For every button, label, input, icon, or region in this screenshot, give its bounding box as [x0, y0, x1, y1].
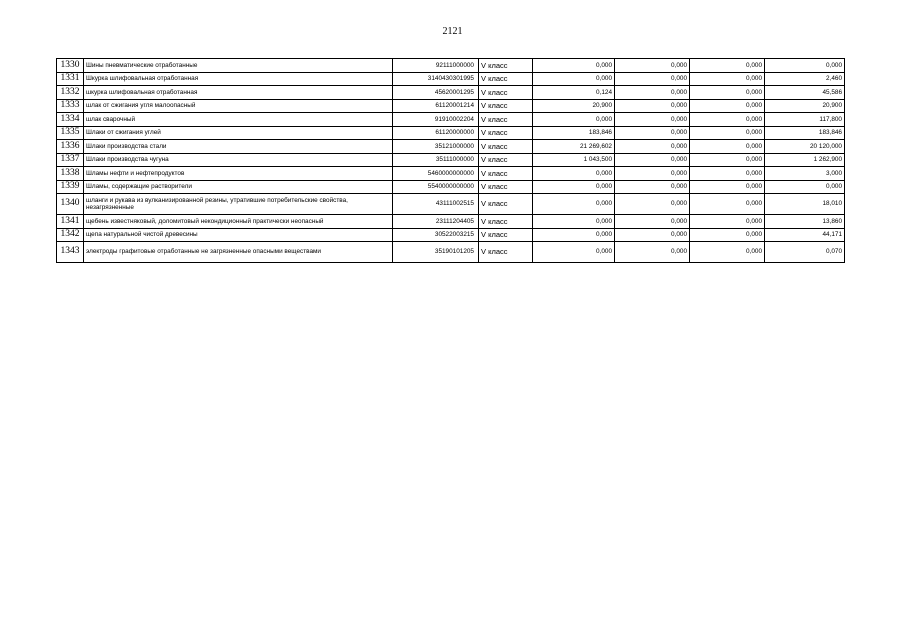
hazard-class: V класс: [479, 194, 533, 215]
value-3: 0,000: [690, 99, 765, 113]
waste-code: 5540000000000: [393, 180, 479, 194]
value-2: 0,000: [615, 126, 690, 140]
value-2: 0,000: [615, 215, 690, 229]
hazard-class: V класс: [479, 242, 533, 263]
table-row: [57, 140, 845, 154]
value-3: 0,000: [690, 86, 765, 100]
value-1: 0,000: [533, 113, 615, 127]
hazard-class: V класс: [479, 113, 533, 127]
value-2: 0,000: [615, 167, 690, 181]
value-3: 0,000: [690, 72, 765, 86]
waste-name: шлак сварочный: [84, 113, 393, 127]
row-number: 1335: [57, 126, 84, 140]
table-row: [57, 215, 845, 229]
waste-code: 91910002204: [393, 113, 479, 127]
value-2: 0,000: [615, 59, 690, 73]
waste-name: шлак от сжигания угля малоопасный: [84, 99, 393, 113]
value-4: 1 262,900: [765, 153, 845, 167]
hazard-class: V класс: [479, 153, 533, 167]
value-4: 45,586: [765, 86, 845, 100]
value-4: 2,460: [765, 72, 845, 86]
row-number: 1341: [57, 215, 84, 229]
value-3: 0,000: [690, 113, 765, 127]
table-row: [57, 242, 845, 263]
table-row: [57, 59, 845, 73]
value-4: 44,171: [765, 228, 845, 242]
value-2: 0,000: [615, 99, 690, 113]
value-4: 183,846: [765, 126, 845, 140]
value-2: 0,000: [615, 153, 690, 167]
value-4: 0,070: [765, 242, 845, 263]
table-body: [57, 59, 845, 263]
hazard-class: V класс: [479, 140, 533, 154]
waste-code: 35121000000: [393, 140, 479, 154]
value-1: 0,124: [533, 86, 615, 100]
value-1: 0,000: [533, 167, 615, 181]
hazard-class: V класс: [479, 180, 533, 194]
value-1: 0,000: [533, 215, 615, 229]
value-3: 0,000: [690, 140, 765, 154]
value-4: 20,900: [765, 99, 845, 113]
value-4: 0,000: [765, 180, 845, 194]
waste-name: шкурка шлифовальная отработанная: [84, 86, 393, 100]
row-number: 1336: [57, 140, 84, 154]
hazard-class: V класс: [479, 59, 533, 73]
value-1: 0,000: [533, 59, 615, 73]
value-1: 20,900: [533, 99, 615, 113]
row-number: 1331: [57, 72, 84, 86]
value-2: 0,000: [615, 113, 690, 127]
row-number: 1343: [57, 242, 84, 263]
waste-name: Шлаки от сжигания углей: [84, 126, 393, 140]
hazard-class: V класс: [479, 72, 533, 86]
value-2: 0,000: [615, 228, 690, 242]
hazard-class: V класс: [479, 167, 533, 181]
table-row: [57, 194, 845, 215]
table-row: [57, 86, 845, 100]
value-1: 0,000: [533, 180, 615, 194]
waste-name: Шины пневматические отработанные: [84, 59, 393, 73]
waste-name: Шламы, содержащие растворители: [84, 180, 393, 194]
waste-table: [56, 58, 845, 263]
waste-name: электроды графитовые отработанные не загрязненные опасными веществами: [84, 242, 393, 263]
value-3: 0,000: [690, 167, 765, 181]
value-1: 0,000: [533, 194, 615, 215]
waste-name: щебень известняковый, доломитовый некондиционный практически неопасный: [84, 215, 393, 229]
value-1: 0,000: [533, 242, 615, 263]
value-4: 18,010: [765, 194, 845, 215]
waste-code: 92111000000: [393, 59, 479, 73]
waste-name: Шламы нефти и нефтепродуктов: [84, 167, 393, 181]
value-2: 0,000: [615, 180, 690, 194]
value-3: 0,000: [690, 153, 765, 167]
waste-code: 43111002515: [393, 194, 479, 215]
hazard-class: V класс: [479, 99, 533, 113]
value-1: 183,846: [533, 126, 615, 140]
value-1: 1 043,500: [533, 153, 615, 167]
waste-code: 61120000000: [393, 126, 479, 140]
table-row: [57, 72, 845, 86]
value-3: 0,000: [690, 242, 765, 263]
value-3: 0,000: [690, 194, 765, 215]
table-row: [57, 167, 845, 181]
waste-name: шланги и рукава из вулканизированной резины, утратившие потребительские свойства, незагрязненные: [84, 194, 393, 215]
table-row: [57, 126, 845, 140]
table-row: [57, 99, 845, 113]
value-3: 0,000: [690, 126, 765, 140]
value-2: 0,000: [615, 194, 690, 215]
waste-code: 45620001295: [393, 86, 479, 100]
value-4: 0,000: [765, 59, 845, 73]
hazard-class: V класс: [479, 126, 533, 140]
waste-name: Шлаки производства чугуна: [84, 153, 393, 167]
page-number: 2121: [442, 26, 463, 37]
row-number: 1330: [57, 59, 84, 73]
value-1: 0,000: [533, 228, 615, 242]
waste-code: 61120001214: [393, 99, 479, 113]
value-2: 0,000: [615, 72, 690, 86]
value-3: 0,000: [690, 59, 765, 73]
waste-code: 3140430301995: [393, 72, 479, 86]
row-number: 1337: [57, 153, 84, 167]
row-number: 1338: [57, 167, 84, 181]
value-4: 3,000: [765, 167, 845, 181]
value-4: 117,800: [765, 113, 845, 127]
value-1: 0,000: [533, 72, 615, 86]
waste-name: Шкурка шлифовальная отработанная: [84, 72, 393, 86]
hazard-class: V класс: [479, 215, 533, 229]
row-number: 1342: [57, 228, 84, 242]
value-3: 0,000: [690, 228, 765, 242]
waste-code: 35111000000: [393, 153, 479, 167]
value-2: 0,000: [615, 242, 690, 263]
row-number: 1332: [57, 86, 84, 100]
waste-name: Шлаки производства стали: [84, 140, 393, 154]
value-2: 0,000: [615, 140, 690, 154]
row-number: 1334: [57, 113, 84, 127]
waste-code: 35190101205: [393, 242, 479, 263]
value-3: 0,000: [690, 180, 765, 194]
table-row: [57, 153, 845, 167]
waste-code: 23111204405: [393, 215, 479, 229]
waste-code: 30522003215: [393, 228, 479, 242]
value-4: 13,860: [765, 215, 845, 229]
value-4: 20 120,000: [765, 140, 845, 154]
table-row: [57, 113, 845, 127]
row-number: 1339: [57, 180, 84, 194]
row-number: 1340: [57, 194, 84, 215]
table-row: [57, 228, 845, 242]
waste-name: щепа натуральной чистой древесины: [84, 228, 393, 242]
row-number: 1333: [57, 99, 84, 113]
value-1: 21 269,602: [533, 140, 615, 154]
value-2: 0,000: [615, 86, 690, 100]
table-row: [57, 180, 845, 194]
waste-code: 5460000000000: [393, 167, 479, 181]
value-3: 0,000: [690, 215, 765, 229]
hazard-class: V класс: [479, 86, 533, 100]
hazard-class: V класс: [479, 228, 533, 242]
